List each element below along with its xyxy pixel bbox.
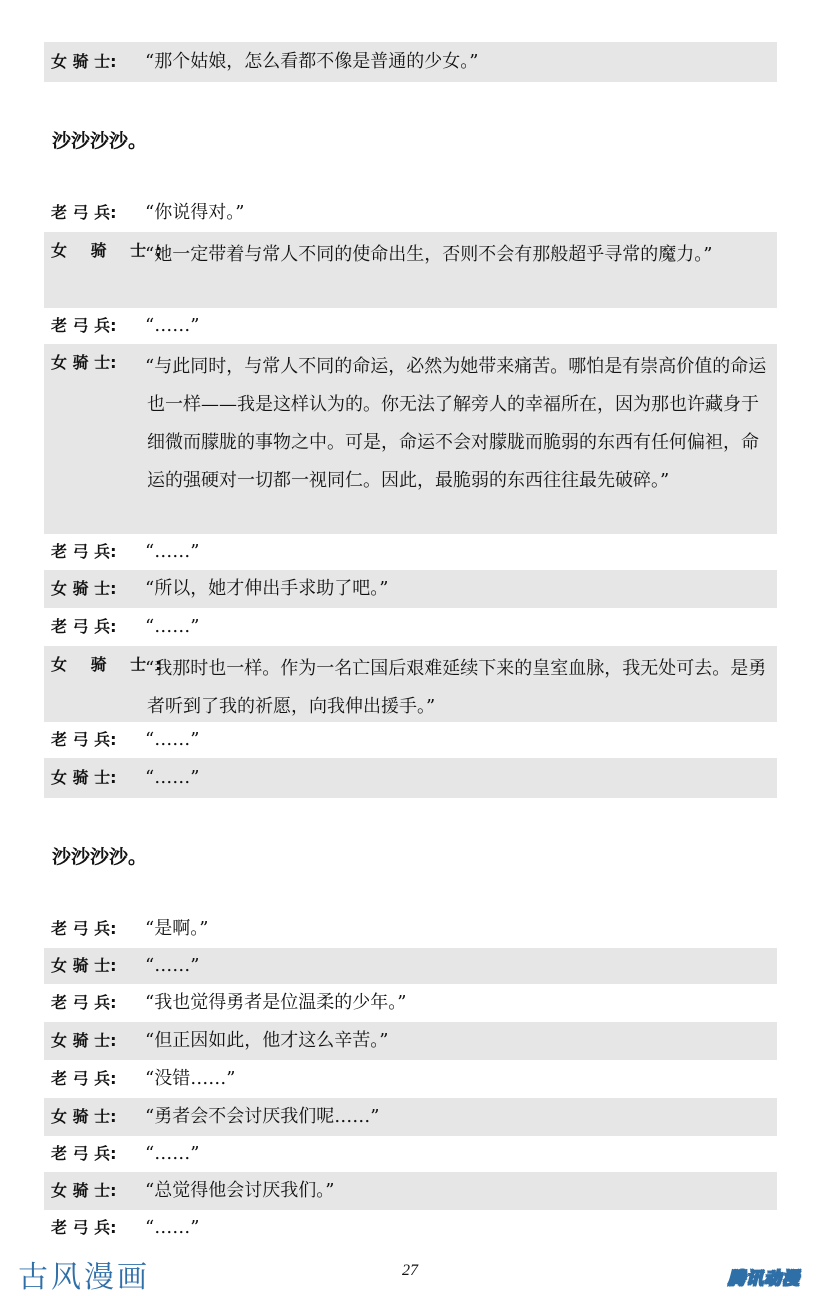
dialogue-text: “……” [145, 541, 200, 562]
dialogue-line [44, 984, 777, 1022]
dialogue-line [44, 344, 777, 534]
dialogue-text: “……” [145, 1217, 200, 1238]
dialogue-line [44, 608, 777, 646]
dialogue-text: “……” [145, 955, 200, 976]
dialogue-line [44, 194, 777, 232]
dialogue-text: “你说得对。” [145, 202, 245, 223]
speaker-label: 女 骑 士: [51, 579, 117, 598]
speaker-label: 老 弓 兵: [51, 316, 117, 335]
dialogue-line [44, 1210, 777, 1246]
speaker-label: 女 骑 士: [51, 956, 117, 975]
speaker-label: 老 弓 兵: [51, 993, 117, 1012]
speaker-label: 老 弓 兵: [51, 203, 117, 222]
dialogue-text: “……” [145, 767, 200, 788]
dialogue-line [44, 232, 777, 308]
dialogue-line [44, 1060, 777, 1098]
dialogue-text: “那个姑娘，怎么看都不像是普通的少女。” [145, 51, 479, 72]
dialogue-text: “……” [145, 315, 200, 336]
dialogue-text: “勇者会不会讨厌我们呢……” [145, 1106, 380, 1127]
dialogue-line [44, 42, 777, 82]
watermark-logo-right: 腾讯动漫 [728, 1269, 800, 1289]
dialogue-line [44, 910, 777, 948]
dialogue-text: “她一定带着与常人不同的使命出生，否则不会有那般超乎寻常的魔力。” [145, 244, 713, 265]
dialogue-text: “没错……” [145, 1068, 236, 1089]
dialogue-text: “……” [145, 616, 200, 637]
dialogue-line [44, 570, 777, 608]
dialogue-line [44, 1098, 777, 1136]
dialogue-line [44, 948, 777, 984]
speaker-label: 老 弓 兵: [51, 1218, 117, 1237]
speaker-label: 女 骑 士: [51, 1031, 117, 1050]
page-number: 27 [402, 1262, 418, 1279]
speaker-label: 老 弓 兵: [51, 617, 117, 636]
speaker-label: 女 骑 士: [51, 353, 117, 372]
dialogue-line [44, 722, 777, 758]
speaker-label: 女 骑 士: [51, 768, 117, 787]
dialogue-line [44, 1172, 777, 1210]
dialogue-line [44, 646, 777, 722]
dialogue-text: “是啊。” [145, 918, 209, 939]
speaker-label: 老 弓 兵: [51, 730, 117, 749]
speaker-label: 女 骑 士: [51, 1181, 117, 1200]
speaker-label: 老 弓 兵: [51, 542, 117, 561]
speaker-label: 女 骑 士: [51, 655, 171, 674]
speaker-label: 老 弓 兵: [51, 1069, 117, 1088]
speaker-label: 女 骑 士: [51, 52, 117, 71]
watermark-logo-left: 古风漫画 [18, 1260, 150, 1295]
dialogue-text: “总觉得他会讨厌我们。” [145, 1180, 335, 1201]
dialogue-text: “与此同时，与常人不同的命运，必然为她带来痛苦。哪怕是有崇高价值的命运也一样——我是这样认为的。你无法了解旁人的幸福所在，因为那也许藏身于细微而朦胧的事物之中。可是，命运不会对朦胧而脆弱的东西有任何偏袒，命运的强硬对一切都一视同仁。因此，最脆弱的东西往往最先破碎。” [145, 356, 767, 491]
dialogue-text: “……” [145, 729, 200, 750]
dialogue-line [44, 534, 777, 570]
dialogue-line [44, 1022, 777, 1060]
sound-effect-line: 沙沙沙沙。 [52, 130, 148, 152]
dialogue-text: “所以，她才伸出手求助了吧。” [145, 578, 389, 599]
dialogue-text: “我那时也一样。作为一名亡国后艰难延续下来的皇室血脉，我无处可去。是勇者听到了我的祈愿，向我伸出援手。” [145, 658, 767, 717]
speaker-label: 老 弓 兵: [51, 919, 117, 938]
dialogue-line [44, 308, 777, 344]
dialogue-line [44, 1136, 777, 1172]
sound-effect-line: 沙沙沙沙。 [52, 846, 148, 868]
speaker-label: 女 骑 士: [51, 241, 171, 260]
dialogue-text: “我也觉得勇者是位温柔的少年。” [145, 992, 407, 1013]
speaker-label: 女 骑 士: [51, 1107, 117, 1126]
dialogue-line [44, 758, 777, 798]
speaker-label: 老 弓 兵: [51, 1144, 117, 1163]
dialogue-text: “……” [145, 1143, 200, 1164]
dialogue-text: “但正因如此，他才这么辛苦。” [145, 1030, 389, 1051]
